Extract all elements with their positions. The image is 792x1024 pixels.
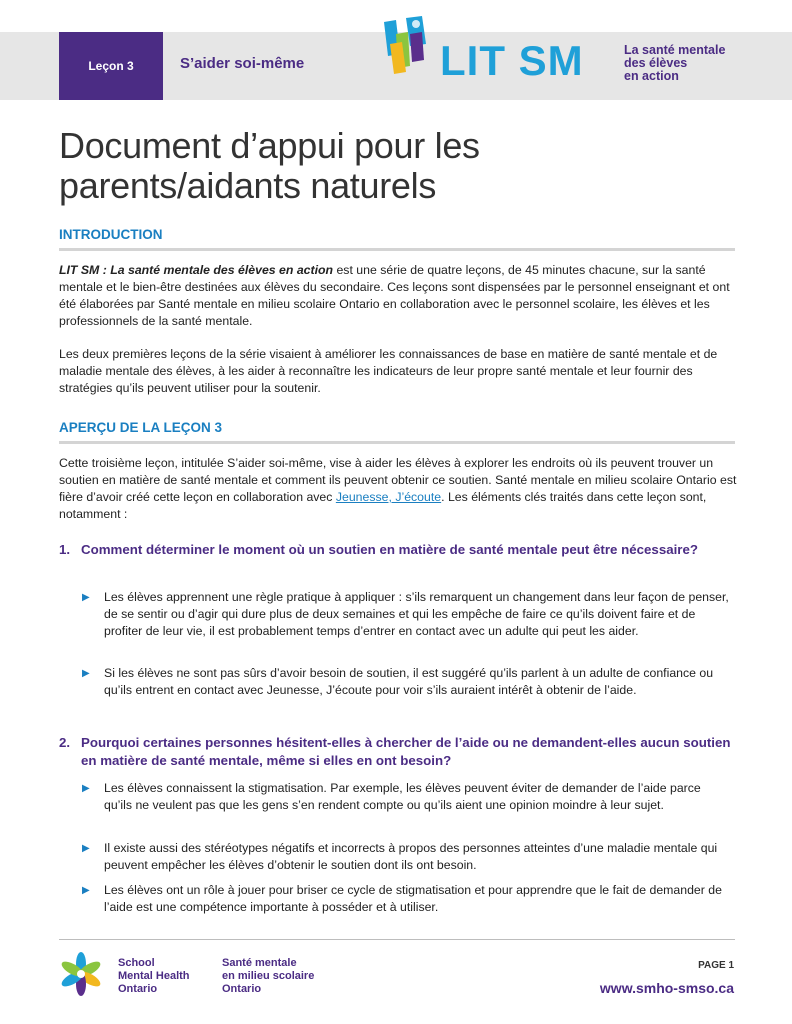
series-name: LIT SM : La santé mentale des élèves en action [59, 263, 334, 277]
list-item [82, 882, 732, 916]
page-number: PAGE 1 [698, 960, 734, 971]
lit-sm-wordmark: LIT SM [440, 37, 584, 84]
footer-org-line: Ontario [222, 983, 262, 995]
footer-org-line: Mental Health [118, 970, 190, 982]
overview-paragraph [59, 455, 739, 523]
website-link[interactable]: www.smho-smso.ca [599, 980, 734, 996]
list-item-text: Les élèves apprennent une règle pratique à appliquer : s’ils remarquent un changement dans leur façon de penser, de se sentir ou d’agir qui dure plus de deux semaines et qui les empêche de faire ce qu’ils doivent faire et de profiter de leur vie, il est probablement temps d’entrer en contact avec un adulte qui peut les aider. [104, 590, 729, 638]
list-item [82, 840, 732, 874]
lesson-tab: Leçon 3 [59, 32, 163, 100]
footer-org-line: en milieu scolaire [222, 970, 315, 982]
triangle-right-icon: ▶ [82, 843, 90, 854]
footer-divider [59, 939, 735, 940]
footer-org-french [222, 957, 314, 996]
introduction-heading: INTRODUCTION [59, 227, 735, 251]
tagline-line: en action [624, 69, 679, 83]
list-item-text: Il existe aussi des stéréotypes négatifs et incorrects à propos des personnes atteintes d’une maladie mentale qui peuvent empêcher les élèves d’obtenir le soutien dont ils ont besoin. [104, 841, 718, 872]
jeunesse-jecoute-link[interactable]: Jeunesse, J’écoute [335, 490, 442, 504]
paragraph-text: . Les éléments clés traités dans cette leçon sont, notamment : [59, 490, 707, 521]
introduction-paragraph-2: Les deux premières leçons de la série visaient à améliorer les connaissances de base en matière de santé mentale et de maladie mentale des élèves, à les aider à reconnaître les indicateurs de leur propre santé mentale et leur fournir des stratégies qu’ils peuvent utiliser pour la soutenir. [59, 347, 718, 395]
list-item [82, 780, 732, 814]
smho-burst-logo-icon [59, 952, 103, 996]
footer-org-english [118, 957, 190, 996]
list-item-text: Les élèves connaissent la stigmatisation. Par exemple, les élèves peuvent éviter de demander de l’aide parce qu’ils ne veulent pas que les gens s’en rendent compte ou qu’ils aient une opinion moindre à leur sujet. [104, 781, 701, 812]
triangle-right-icon: ▶ [82, 668, 90, 679]
triangle-right-icon: ▶ [82, 783, 90, 794]
lit-sm-logo-icon [382, 14, 432, 74]
tagline-line: des élèves [624, 56, 688, 70]
document-title [59, 126, 739, 206]
question-text: Comment déterminer le moment où un soutien en matière de santé mentale peut être nécessaire? [81, 542, 699, 557]
question-number: 1. [59, 542, 71, 557]
triangle-right-icon: ▶ [82, 592, 90, 603]
title-line: Document d’appui pour les [59, 125, 480, 166]
lesson-title: S’aider soi-même [180, 55, 305, 72]
question-2-heading [59, 734, 735, 770]
tagline-line: La santé mentale [624, 43, 726, 57]
list-item [82, 589, 732, 640]
footer-org-line: Santé mentale [222, 957, 297, 969]
question-1-heading [59, 541, 735, 559]
introduction-paragraph-1 [59, 262, 739, 330]
triangle-right-icon: ▶ [82, 885, 90, 896]
list-item [82, 665, 732, 699]
overview-heading: APERÇU DE LA LEÇON 3 [59, 420, 735, 444]
footer-org-line: Ontario [118, 983, 158, 995]
paragraph-text: est une série de quatre leçons, de 45 minutes chacune, sur la santé mentale et le bien-être destinées aux élèves du secondaire. Ces leçons sont dispensées par le personnel enseignant et ont été élaborées par Santé mentale en milieu scolaire Ontario en collaboration avec le personnel scolaire, les élèves et les professionnels de la santé mentale. [59, 263, 730, 328]
list-item-text: Si les élèves ne sont pas sûrs d’avoir besoin de soutien, il est suggéré qu’ils parlent à un adulte de confiance ou qu’ils entrent en contact avec Jeunesse, J’écoute pour voir s’ils auraient intérêt à obtenir de l’aide. [104, 666, 714, 697]
list-item-text: Les élèves ont un rôle à jouer pour briser ce cycle de stigmatisation et pour apprendre que le fait de demander de l’aide est une compétence importante à posséder et à utiliser. [104, 883, 722, 914]
lit-sm-tagline [624, 44, 725, 83]
question-text: Pourquoi certaines personnes hésitent-elles à chercher de l’aide ou ne demandent-elles aucun soutien en matière de santé mentale, même si elles en ont besoin? [81, 735, 731, 768]
title-line: parents/aidants naturels [59, 165, 437, 206]
footer-org-line: School [118, 957, 155, 969]
paragraph-text: Cette troisième leçon, intitulée S’aider soi-même, vise à aider les élèves à explorer les endroits où ils peuvent trouver un soutien en matière de santé mentale et comment ils peuvent obtenir ce soutien. Santé mentale en milieu scolaire Ontario est fière d’avoir créé cette leçon en collaboration avec [59, 456, 737, 504]
question-number: 2. [59, 735, 71, 750]
